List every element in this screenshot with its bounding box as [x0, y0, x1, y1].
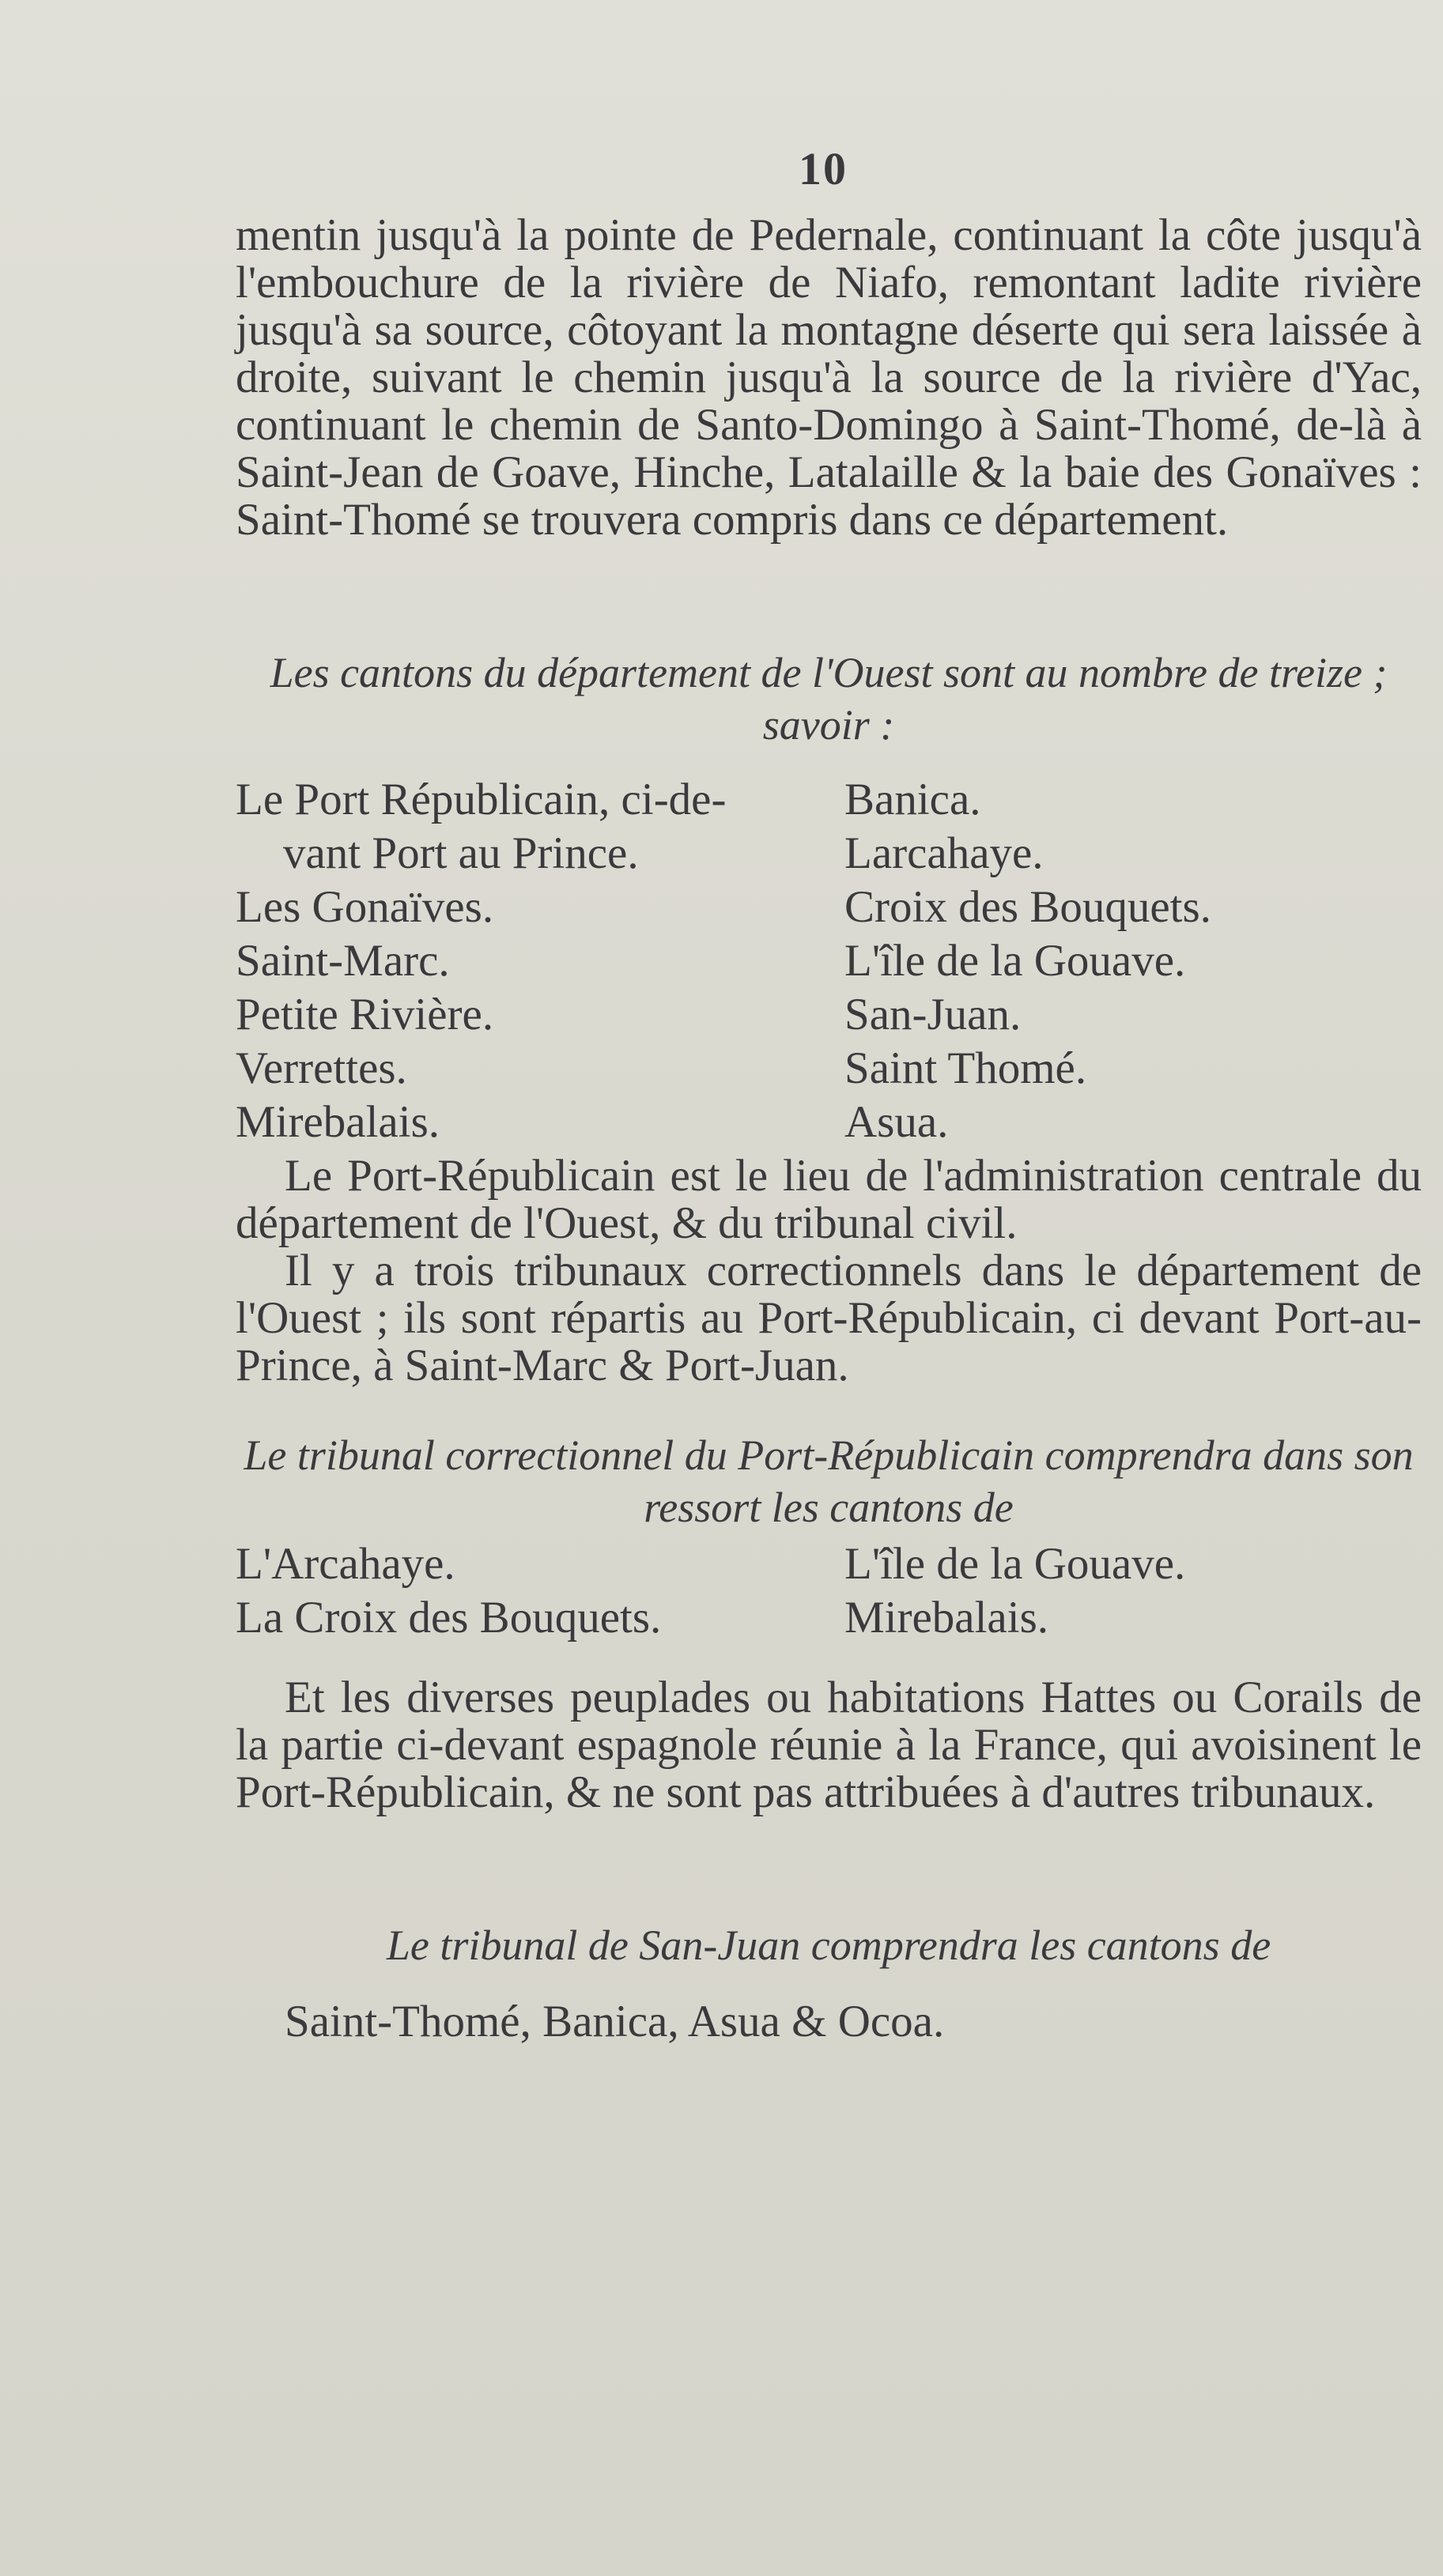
cantons-list: [236, 773, 1422, 1152]
list-item: Croix des Bouquets.: [844, 882, 1211, 932]
list-item: Saint-Marc.: [236, 936, 450, 986]
san-juan-heading: Le tribunal de San-Juan comprendra les cantons de: [386, 1922, 1271, 1969]
list-item: Petite Rivière.: [236, 990, 494, 1039]
list-item: Asua.: [844, 1097, 949, 1147]
paragraph-text: Il y a trois tribunaux correctionnels dans le département de l'Ouest ; ils sont répartis au Port-Républicain, ci devant Port-au-Prince, à Saint-Marc & Port-Juan.: [236, 1246, 1422, 1390]
paragraph-text: Le Port-Républicain est le lieu de l'administration centrale du département de l'Ouest, & du tribunal civil.: [236, 1151, 1422, 1248]
tribunal-cantons-list: [236, 1537, 1422, 1648]
administration-section: [236, 1152, 1422, 1390]
list-item: L'île de la Gouave.: [844, 936, 1186, 986]
list-item: vant Port au Prince.: [283, 828, 639, 878]
san-juan-section: [236, 1998, 1422, 2046]
list-item: Le Port Républicain, ci-de-: [236, 775, 727, 824]
cantons-right-column: [844, 773, 1414, 1149]
list-item: Larcahaye.: [844, 828, 1044, 878]
list-item: Saint Thomé.: [844, 1043, 1087, 1093]
cantons-left-column: [236, 773, 837, 1149]
paragraph-text: Et les diverses peuplades ou habitations Hattes ou Corails de la partie ci-devant espagnole réunie à la France, qui avoisinent le Port-Républicain, & ne sont pas attribuées à d'autres tribunaux.: [236, 1673, 1422, 1817]
list-item: La Croix des Bouquets.: [236, 1593, 662, 1643]
tribunal-right-column: [844, 1537, 1414, 1645]
list-item: L'île de la Gouave.: [844, 1539, 1186, 1589]
list-item: Banica.: [844, 775, 981, 824]
paragraph-text: mentin jusqu'à la pointe de Pedernale, continuant la côte jusqu'à l'embouchure de la rivière de Niafo, remontant ladite rivière jusqu'à sa source, côtoyant la montagne déserte qui sera laissée à droite, suivant le chemin jusqu'à la source de la rivière d'Yac, continuant le chemin de Santo-Domingo à Saint-Thomé, de-là à Saint-Jean de Goave, Hinche, Latalaille & la baie des Gonaïves : Saint-Thomé se trouvera compris dans ce département.: [236, 210, 1422, 545]
page-number: 10: [799, 143, 848, 194]
paragraph-boundary-description: [236, 212, 1422, 544]
list-item: Mirebalais.: [844, 1593, 1049, 1643]
list-item: Les Gonaïves.: [236, 882, 494, 932]
tribunal-left-column: [236, 1537, 837, 1645]
cantons-heading: Les cantons du département de l'Ouest sont au nombre de treize ; savoir :: [270, 649, 1388, 749]
list-item: San-Juan.: [844, 990, 1022, 1039]
tribunal-heading: Le tribunal correctionnel du Port-Républicain comprendra dans son ressort les cantons de: [244, 1431, 1414, 1531]
peuplades-section: [236, 1674, 1422, 1816]
paragraph-text: Saint-Thomé, Banica, Asua & Ocoa.: [285, 1997, 945, 2046]
list-item: Verrettes.: [236, 1043, 407, 1093]
list-item: Mirebalais.: [236, 1097, 440, 1147]
list-item: L'Arcahaye.: [236, 1539, 455, 1589]
